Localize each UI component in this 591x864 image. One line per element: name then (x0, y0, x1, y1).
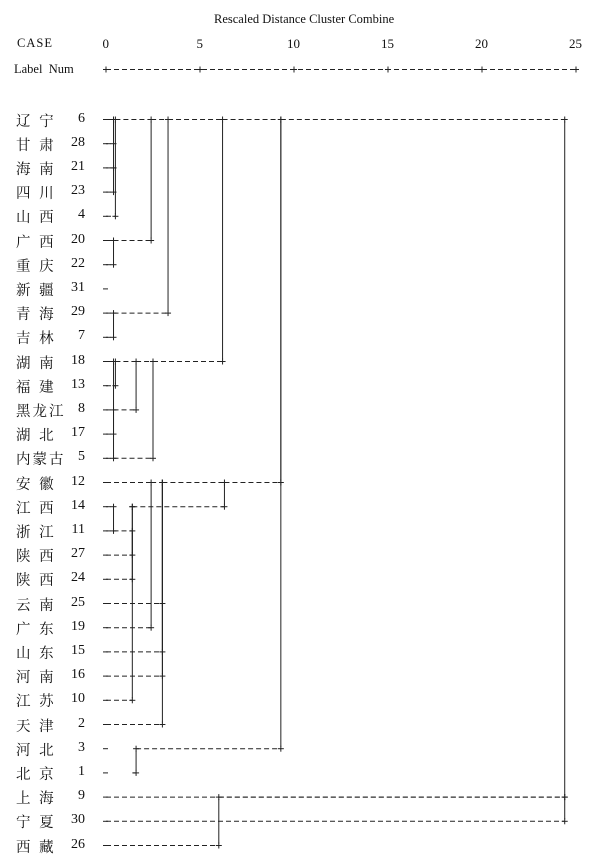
case-number: 10 (71, 691, 85, 707)
case-label: 北 京 (16, 766, 56, 783)
scale-ruler-mark (385, 67, 391, 73)
case-header: CASE (17, 36, 53, 50)
case-number: 4 (78, 207, 85, 223)
case-label: 吉 林 (16, 331, 56, 348)
case-label: 浙 江 (16, 524, 56, 541)
case-number: 20 (71, 231, 85, 247)
case-label: 广 西 (16, 234, 56, 251)
scale-ruler-mark (197, 67, 203, 73)
merge-node (220, 359, 226, 365)
case-label: 河 北 (16, 742, 56, 759)
merge-node (165, 310, 171, 316)
case-number: 17 (71, 425, 85, 441)
case-number: 13 (71, 376, 85, 392)
case-number: 19 (71, 618, 85, 634)
case-number: 14 (71, 497, 85, 513)
case-number: 7 (78, 328, 85, 344)
case-label: 云 南 (16, 597, 56, 614)
scale-tick-label: 15 (381, 36, 394, 51)
case-number: 27 (71, 546, 85, 562)
scale-tick-label: 25 (569, 36, 582, 51)
case-label: 湖 南 (16, 355, 56, 372)
case-label: 安 徽 (16, 476, 56, 493)
case-label: 河 南 (16, 670, 56, 687)
merge-node (562, 117, 568, 123)
case-number: 15 (71, 642, 85, 658)
case-number: 1 (78, 763, 85, 779)
case-label: 天 津 (16, 718, 56, 735)
case-number: 28 (71, 134, 85, 150)
case-number: 16 (71, 667, 85, 683)
scale-tick-label: 0 (102, 36, 109, 51)
case-label: 陕 西 (16, 573, 56, 590)
case-label: 内蒙古 (16, 452, 66, 469)
merge-node (129, 697, 135, 703)
merge-node (148, 625, 154, 631)
case-number: 29 (71, 304, 85, 320)
case-number: 23 (71, 183, 85, 199)
case-number: 8 (78, 400, 85, 416)
merge-node (278, 746, 284, 752)
case-label: 上 海 (16, 791, 56, 808)
case-number: 9 (78, 788, 85, 804)
merge-node (111, 504, 117, 510)
merge-node (562, 794, 568, 800)
case-number: 12 (71, 473, 85, 489)
case-label: 江 西 (16, 500, 56, 517)
scale-ruler-mark (103, 67, 109, 73)
dendrogram-title: Rescaled Distance Cluster Combine (214, 12, 395, 26)
case-number: 2 (78, 715, 85, 731)
case-label: 宁 夏 (16, 815, 56, 832)
case-label: 海 南 (16, 161, 56, 178)
merge-node (112, 213, 118, 219)
case-number: 3 (78, 739, 85, 755)
case-number: 31 (71, 279, 85, 295)
merge-node (133, 746, 139, 752)
scale-tick-label: 20 (475, 36, 488, 51)
merge-node (111, 262, 117, 268)
merge-node (148, 238, 154, 244)
case-number: 26 (71, 836, 85, 852)
case-number: 25 (71, 594, 85, 610)
case-label: 山 西 (16, 210, 56, 227)
case-label: 西 藏 (16, 839, 56, 856)
case-label: 四 川 (16, 186, 56, 203)
scale-ruler-mark (291, 67, 297, 73)
case-label: 新 疆 (16, 282, 56, 299)
case-number: 18 (71, 352, 85, 368)
case-label: 福 建 (16, 379, 56, 396)
case-label: 甘 肃 (16, 137, 56, 154)
scale-tick-label: 5 (196, 36, 203, 51)
scale-ruler-mark (573, 67, 579, 73)
case-label: 重 庆 (16, 258, 56, 275)
case-label: 陕 西 (16, 549, 56, 566)
case-label: 湖 北 (16, 428, 56, 445)
case-label: 广 东 (16, 621, 56, 638)
label-num-header: Label Num (14, 62, 74, 76)
case-number: 6 (78, 110, 85, 126)
merge-node (133, 407, 139, 413)
merge-node (133, 770, 139, 776)
merge-node (150, 455, 156, 461)
case-label: 江 苏 (16, 694, 56, 711)
case-number: 21 (71, 158, 85, 174)
case-label: 辽 宁 (16, 113, 56, 130)
merge-node (159, 722, 165, 728)
merge-node (111, 334, 117, 340)
scale-tick-label: 10 (287, 36, 300, 51)
case-label: 山 东 (16, 645, 56, 662)
case-number: 22 (71, 255, 85, 271)
case-number: 30 (71, 812, 85, 828)
case-label: 黑龙江 (16, 403, 66, 420)
case-number: 24 (71, 570, 85, 586)
case-label: 青 海 (16, 307, 56, 324)
merge-node (562, 818, 568, 824)
merge-node (221, 504, 227, 510)
scale-ruler-mark (479, 67, 485, 73)
case-number: 5 (78, 449, 85, 465)
merge-node (216, 843, 222, 849)
case-number: 11 (71, 521, 85, 537)
